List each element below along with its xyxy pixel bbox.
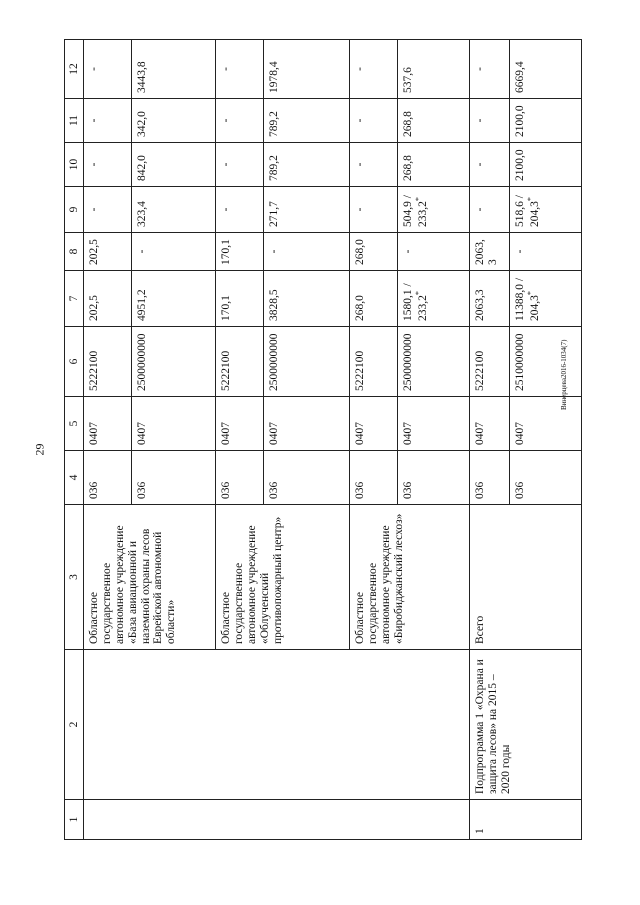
cell-col4: 036 xyxy=(510,451,582,505)
cell-col5: 0407 xyxy=(84,397,132,451)
cell-col7: 3828,5 xyxy=(264,271,350,327)
cell-col11: 342,0 xyxy=(132,99,216,143)
cell-col7: 2063,3 xyxy=(470,271,510,327)
cell-col12: - xyxy=(350,40,398,99)
cell-col12: 537,6 xyxy=(398,40,470,99)
side-code: Винерцева2016-1034(7) xyxy=(560,339,568,410)
cell-col6: 5222100 xyxy=(216,327,264,397)
cell-col4: 036 xyxy=(398,451,470,505)
header-cell: 5 xyxy=(65,397,84,451)
cell-col11: 789,2 xyxy=(264,99,350,143)
page-number: 29 xyxy=(32,443,47,456)
cell-subprogram-name: Подпрограмма 1 «Охрана и защита лесов» на 2015 – 2020 годы xyxy=(470,650,582,800)
cell-col5: 0407 xyxy=(132,397,216,451)
cell-col12: 1978,4 xyxy=(264,40,350,99)
header-cell: 3 xyxy=(65,505,84,650)
cell-col1: 1 xyxy=(470,800,582,840)
cell-col9: - xyxy=(216,187,264,233)
cell-col7: 202,5 xyxy=(84,271,132,327)
header-cell: 9 xyxy=(65,187,84,233)
cell-col6: 5222100 xyxy=(470,327,510,397)
cell-col7: 170,1 xyxy=(216,271,264,327)
cell-col5: 0407 xyxy=(510,397,582,451)
cell-col4: 036 xyxy=(350,451,398,505)
cell-col6: 5222100 xyxy=(350,327,398,397)
cell-col9: 271,7 xyxy=(264,187,350,233)
cell-col9: - xyxy=(84,187,132,233)
cell-col11: - xyxy=(84,99,132,143)
cell-col11: 2100,0 xyxy=(510,99,582,143)
cell-col12: - xyxy=(84,40,132,99)
cell-col11: 268,8 xyxy=(398,99,470,143)
header-cell: 11 xyxy=(65,99,84,143)
cell-col9: 518,6 / 204,3* xyxy=(510,187,582,233)
cell-col11: - xyxy=(470,99,510,143)
cell-col6: 2510000000 xyxy=(510,327,582,397)
cell-col10: - xyxy=(216,143,264,187)
cell-col10: 268,8 xyxy=(398,143,470,187)
cell-col10: - xyxy=(350,143,398,187)
cell-col6: 2500000000 xyxy=(132,327,216,397)
rotated-table-container xyxy=(64,40,576,840)
header-cell: 4 xyxy=(65,451,84,505)
cell-total-label: Всего xyxy=(470,505,582,650)
cell-col2 xyxy=(84,650,470,800)
cell-col12: - xyxy=(216,40,264,99)
cell-col5: 0407 xyxy=(216,397,264,451)
cell-col6: 5222100 xyxy=(84,327,132,397)
cell-col4: 036 xyxy=(132,451,216,505)
header-cell: 7 xyxy=(65,271,84,327)
header-row xyxy=(65,40,84,840)
header-cell: 1 xyxy=(65,800,84,840)
cell-col8: 268,0 xyxy=(350,233,398,271)
table-row xyxy=(470,40,510,840)
cell-col9: 323,4 xyxy=(132,187,216,233)
budget-table xyxy=(64,39,582,840)
cell-col12: - xyxy=(470,40,510,99)
cell-col4: 036 xyxy=(216,451,264,505)
cell-col7: 4951,2 xyxy=(132,271,216,327)
cell-col7: 268,0 xyxy=(350,271,398,327)
cell-col4: 036 xyxy=(470,451,510,505)
cell-col10: - xyxy=(470,143,510,187)
cell-col6: 2500000000 xyxy=(398,327,470,397)
cell-institution-name: Областное государственное автономное учреждение «Биробиджанский лесхоз» xyxy=(350,505,470,650)
cell-col8: - xyxy=(398,233,470,271)
cell-col10: 789,2 xyxy=(264,143,350,187)
cell-col9: 504,9 / 233,2* xyxy=(398,187,470,233)
cell-col6: 2500000000 xyxy=(264,327,350,397)
cell-col8: 2063,3 xyxy=(470,233,510,271)
header-cell: 12 xyxy=(65,40,84,99)
header-cell: 8 xyxy=(65,233,84,271)
cell-col7: 11388,0 / 204,3* xyxy=(510,271,582,327)
cell-col5: 0407 xyxy=(350,397,398,451)
cell-col8: - xyxy=(510,233,582,271)
header-cell: 6 xyxy=(65,327,84,397)
cell-col10: 842,0 xyxy=(132,143,216,187)
cell-col4: 036 xyxy=(264,451,350,505)
cell-col9: - xyxy=(350,187,398,233)
cell-col8: 170,1 xyxy=(216,233,264,271)
cell-col4: 036 xyxy=(84,451,132,505)
cell-col5: 0407 xyxy=(398,397,470,451)
cell-col12: 3443,8 xyxy=(132,40,216,99)
cell-col5: 0407 xyxy=(264,397,350,451)
cell-col1 xyxy=(84,800,470,840)
cell-col8: 202,5 xyxy=(84,233,132,271)
cell-col7: 1580,1 / 233,2* xyxy=(398,271,470,327)
cell-col12: 6669,4 xyxy=(510,40,582,99)
cell-institution-name: Областное государственное автономное учреждение «База авиационной и наземной охраны лесов Еврейской автономной области» xyxy=(84,505,216,650)
cell-col8: - xyxy=(132,233,216,271)
cell-col10: 2100,0 xyxy=(510,143,582,187)
cell-col8: - xyxy=(264,233,350,271)
cell-col10: - xyxy=(84,143,132,187)
cell-col9: - xyxy=(470,187,510,233)
table-row xyxy=(84,40,132,840)
cell-col11: - xyxy=(350,99,398,143)
header-cell: 10 xyxy=(65,143,84,187)
header-cell: 2 xyxy=(65,650,84,800)
cell-col11: - xyxy=(216,99,264,143)
cell-col5: 0407 xyxy=(470,397,510,451)
cell-institution-name: Областное государственное автономное учреждение «Облученский противопожарный центр» xyxy=(216,505,350,650)
